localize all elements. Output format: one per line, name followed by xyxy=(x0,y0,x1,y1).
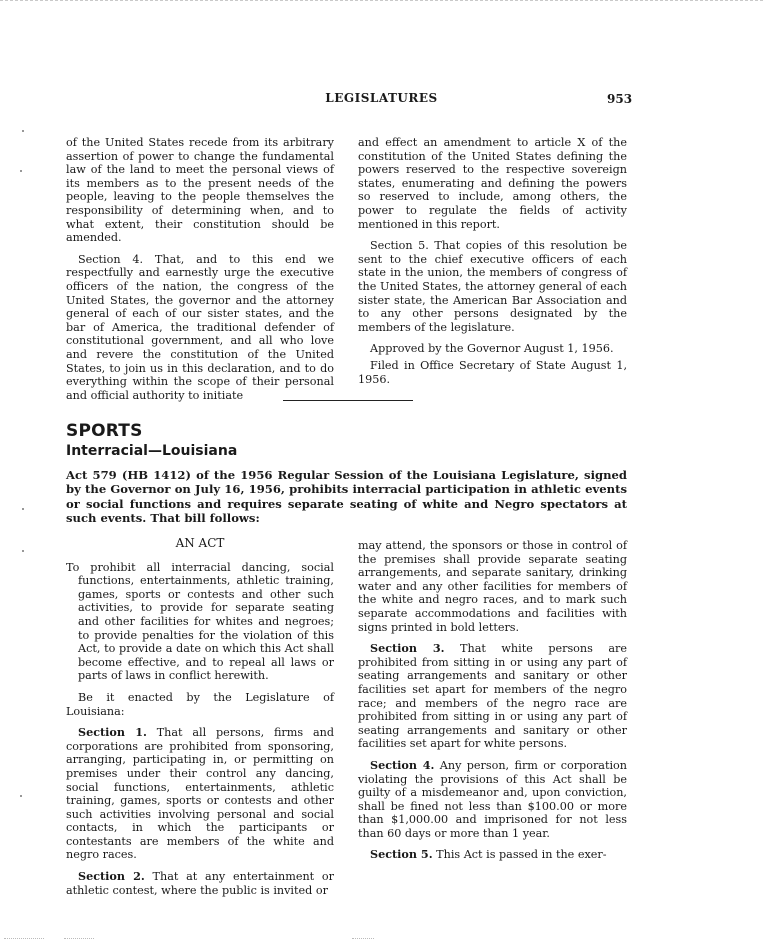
paragraph: Section 5. That copies of this resolution be sent to the chief executive officers of each state in the union, the members of congress of the United States, the attorney general of each sister state, the American Bar Association and to any other persons designated by the members of the legislature. xyxy=(358,239,627,334)
paragraph: and effect an amendment to article X of the constitution of the United States defining the powers reserved to the respective sovereign states, enumerating and defining the powers so reserved to include, among others, the power to regulate the fields of activity mentioned in this report. xyxy=(358,136,627,231)
section-label: Section 2. xyxy=(78,869,145,884)
scan-noise xyxy=(4,938,44,939)
paragraph: Approved by the Governor August 1, 1956. xyxy=(370,342,614,356)
upper-right-column xyxy=(358,136,627,394)
section-intro: Act 579 (HB 1412) of the 1956 Regular Session of the Louisiana Legislature, signed by the Governor on July 16, 1956, prohibits interracial participation in athletic events or social functions and requires separate seating of white and Negro spectators at such events. That bill follows: xyxy=(66,468,627,526)
section-text: That at any entertainment or athletic contest, where the public is invited or xyxy=(66,870,334,897)
section-text: That white persons are prohibited from sitting in or using any part of seating arrangements and sanitary or other facilities set apart for members of the negro race; and members of the negro race are prohibited from sitting in or using any part of seating arrangements and sanitary or other facilities set apart for white persons. xyxy=(358,642,627,751)
paragraph: Section 4. That, and to this end we respectfully and earnestly urge the executive officers of the nation, the congress of the United States, the governor and the attorney general of each of our sister states, and the bar of America, the traditional defender of constitutional government, and all who love and revere the constitution of the United States, to join us in this declaration, and to do everything within the scope of their personal and official authority to initiate xyxy=(66,252,334,402)
section-subtitle: Interracial—Louisiana xyxy=(66,443,238,459)
scan-mark xyxy=(20,795,22,797)
section-title: SPORTS xyxy=(66,421,143,441)
act-section-2 xyxy=(66,870,334,897)
act-section-1 xyxy=(66,726,334,862)
act-section-5 xyxy=(358,848,627,862)
paragraph: of the United States recede from its arbitrary assertion of power to change the fundamental law of the land to meet the personal views of its members as to the present needs of the people, leaving to the people themselves the responsibility of determining when, and to what extent, their constitution should be amended. xyxy=(66,136,334,245)
act-section-2-continued: may attend, the sponsors or those in control of the premises shall provide separate seating arrangements, and separate sanitary, drinking water and any other facilities for members of the white and negro races, and to mark such separate accommodations and facilities with signs printed in bold letters. xyxy=(358,539,627,634)
act-purpose: To prohibit all interracial dancing, social functions, entertainments, athletic training, games, sports or contests and other such activities, to provide for separate seating and other facilities for whites and negroes; to provide penalties for the violation of this Act, to provide a date on which this Act shall become effective, and to repeal all laws or parts of laws in conflict herewith. xyxy=(66,560,334,683)
scan-noise xyxy=(352,938,374,939)
upper-left-column xyxy=(66,136,334,410)
page-number: 953 xyxy=(607,92,633,106)
section-label: Section 4. xyxy=(370,757,435,772)
scan-noise xyxy=(64,938,94,939)
section-label: Section 3. xyxy=(370,641,445,656)
act-heading: AN ACT xyxy=(175,536,225,550)
section-text: That all persons, firms and corporations are prohibited from sponsoring, arranging, participating in, or permitting on premises under their control any dancing, social functions, entertainments, athletic training, games, sports or contests and other such activities involving personal and social contacts, in which the participants or contestants are members of the white and negro races. xyxy=(66,726,334,862)
scan-mark xyxy=(22,130,24,132)
enacting-clause: Be it enacted by the Legislature of Louisiana: xyxy=(66,690,334,718)
act-right-column xyxy=(358,539,627,870)
act-section-3 xyxy=(358,642,627,751)
section-label: Section 1. xyxy=(78,725,147,740)
scan-mark xyxy=(20,170,22,172)
section-text: Any person, firm or corporation violating the provisions of this Act shall be guilty of a misdemeanor and, upon conviction, shall be fined not less than $100.00 or more than $1,000.00 and imprisoned for not less than 60 days or more than 1 year. xyxy=(358,758,627,840)
paragraph: Filed in Office Secretary of State August 1, 1956. xyxy=(358,358,627,386)
section-divider xyxy=(283,400,413,401)
scan-mark xyxy=(22,508,24,510)
running-head: LEGISLATURES xyxy=(325,91,438,105)
scan-mark xyxy=(22,550,24,552)
section-label: Section 5. xyxy=(370,847,433,862)
act-left-column xyxy=(66,537,334,905)
section-text: This Act is passed in the exer- xyxy=(436,848,607,862)
act-section-4 xyxy=(358,759,627,841)
